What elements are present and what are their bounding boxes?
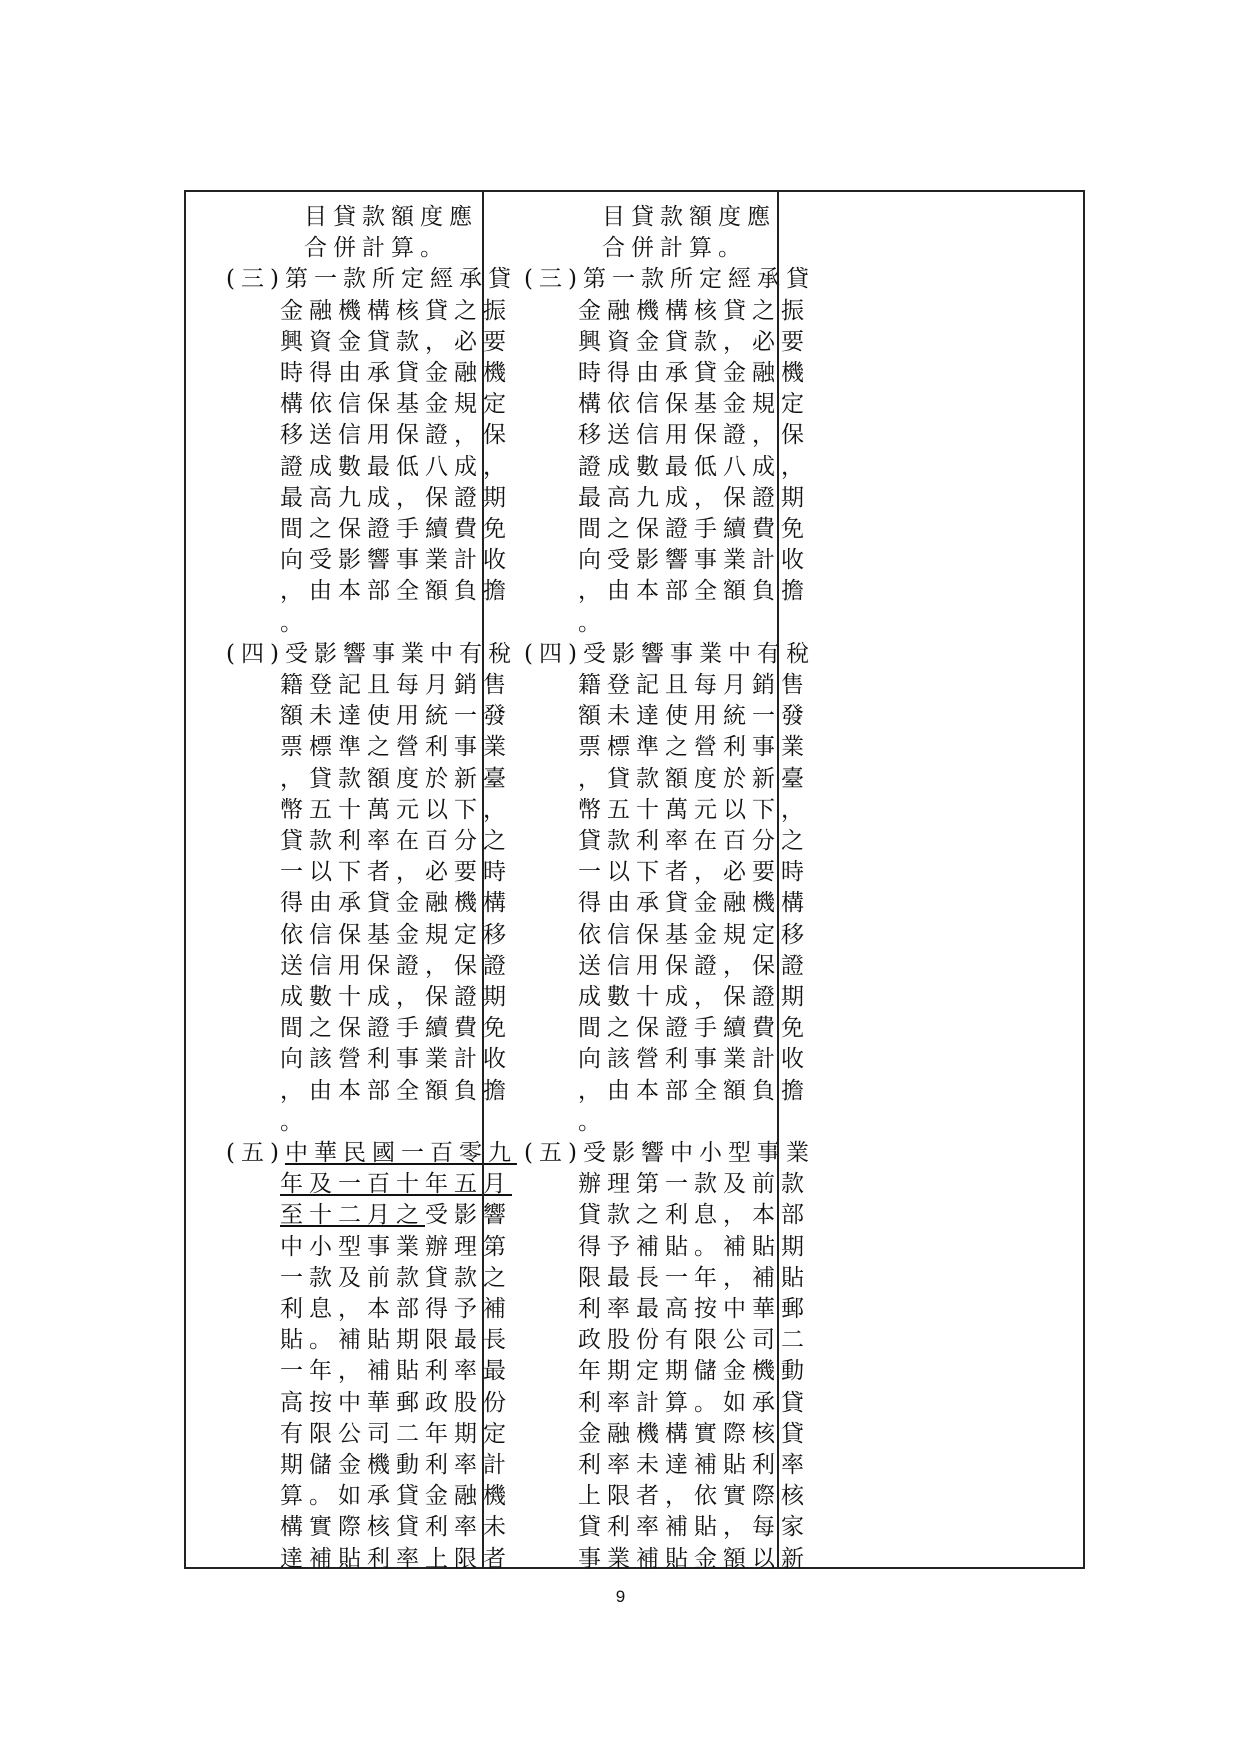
text-line: 利息，本部得予補 (280, 1296, 512, 1322)
text-line: 。 (578, 1108, 607, 1135)
text-line: 利率最高按中華郵 (578, 1296, 810, 1322)
amended-text: 年及一百十年五月 (280, 1171, 512, 1198)
text-line: 貸利率補貼，每家 (578, 1514, 810, 1541)
text-line: 事業補貼金額以新 (578, 1545, 810, 1572)
text-line: 一款及前款貸款之 (280, 1264, 512, 1291)
text-line: ，貸款額度於新臺 (578, 765, 810, 792)
amended-text: 至十二月之 (280, 1202, 425, 1229)
text-line: 一年，補貼利率最 (280, 1358, 512, 1385)
text-line: 興資金貸款，必要 (280, 328, 512, 355)
text-line: 政股份有限公司二 (578, 1327, 810, 1354)
text-line: 構依信保基金規定 (280, 391, 512, 418)
text-line: 合併計算。 (602, 235, 747, 262)
text-line: 貼。補貼期限最長 (280, 1327, 512, 1354)
text-line: 籍登記且每月銷售 (578, 672, 810, 698)
text-line: 額未達使用統一發 (578, 703, 810, 730)
text-line: 籍登記且每月銷售 (280, 672, 512, 698)
text-line: 期儲金機動利率計 (280, 1452, 512, 1478)
text-line: 。 (578, 609, 607, 636)
text-line: 興資金貸款，必要 (578, 328, 810, 355)
text-line: 年期定期儲金機動 (578, 1358, 810, 1385)
column-divider (777, 192, 779, 1567)
text-line: 時得由承貸金融機 (578, 360, 810, 386)
text-line: ，貸款額度於新臺 (280, 765, 512, 792)
text-line: 依信保基金規定移 (280, 921, 512, 948)
text-line: 一以下者，必要時 (280, 859, 512, 886)
text-line: 證成數最低八成， (280, 453, 512, 480)
text-line: 目貸款額度應 (602, 204, 776, 230)
text-line: 票標準之營利事業 (578, 734, 810, 761)
text-line: 高按中華郵政股份 (280, 1389, 512, 1416)
text-line: 最高九成，保證期 (578, 484, 810, 511)
text-line: 移送信用保證，保 (280, 422, 512, 449)
text-line: ，由本部全額負擔 (280, 1077, 512, 1104)
text-line (280, 1169, 512, 1199)
text-line: (三)第一款所定經承貸 (524, 266, 815, 293)
text-line: (三)第一款所定經承貸 (226, 266, 517, 293)
text-line: 依信保基金規定移 (578, 921, 810, 948)
text-line: 證成數最低八成， (578, 453, 810, 480)
text-line (280, 1200, 512, 1230)
text-line: 金融機構核貸之振 (280, 297, 512, 324)
text-line: 目貸款額度應 (304, 204, 478, 230)
text-line: 幣五十萬元以下， (280, 796, 512, 823)
text-line: 金融機構核貸之振 (578, 297, 810, 324)
text-line: 向該營利事業計收 (280, 1046, 512, 1073)
text-line: 成數十成，保證期 (578, 984, 810, 1010)
column-divider (482, 192, 484, 1567)
text-line: 間之保證手續費免 (280, 1015, 512, 1042)
text-line: 票標準之營利事業 (280, 734, 512, 761)
text-line: 向受影響事業計收 (578, 547, 810, 574)
text-line: 得由承貸金融機構 (578, 890, 810, 917)
text-line: 有限公司二年期定 (280, 1420, 512, 1447)
text-line: ，由本部全額負擔 (578, 578, 810, 605)
text-line: (四)受影響事業中有稅 (226, 640, 517, 667)
text-line: 幣五十萬元以下， (578, 796, 810, 823)
text-line: 金融機構實際核貸 (578, 1420, 810, 1447)
item-number: (五) (226, 1140, 285, 1166)
text-line: ，由本部全額負擔 (578, 1077, 810, 1104)
line-text: 受影響 (425, 1202, 512, 1229)
amended-text: 中華民國一百零九 (284, 1140, 517, 1166)
text-line: 算。如承貸金融機 (280, 1483, 512, 1510)
text-line: 送信用保證，保證 (280, 952, 512, 979)
text-line: 合併計算。 (304, 235, 449, 262)
text-line: (五)受影響中小型事業 (524, 1140, 815, 1166)
text-line: 得由承貸金融機構 (280, 890, 512, 917)
text-line: 成數十成，保證期 (280, 984, 512, 1010)
text-line: 限最長一年，補貼 (578, 1264, 810, 1291)
text-line: 間之保證手續費免 (578, 516, 810, 542)
text-line: 向該營利事業計收 (578, 1046, 810, 1073)
text-line: 時得由承貸金融機 (280, 360, 512, 386)
text-line: 一以下者，必要時 (578, 859, 810, 886)
text-line: 達補貼利率上限者 (280, 1545, 512, 1572)
text-line: 利率計算。如承貸 (578, 1389, 810, 1416)
text-line: 移送信用保證，保 (578, 422, 810, 449)
text-line: (四)受影響事業中有稅 (524, 640, 815, 667)
text-line: 得予補貼。補貼期 (578, 1233, 810, 1260)
text-line: 。 (280, 1108, 309, 1135)
text-line: 上限者，依實際核 (578, 1483, 810, 1510)
text-line: 最高九成，保證期 (280, 484, 512, 511)
comparison-table (184, 190, 1085, 1572)
text-line: 貸款利率在百分之 (280, 828, 512, 854)
text-line: 。 (280, 609, 309, 636)
text-line: 向受影響事業計收 (280, 547, 512, 574)
text-line: 間之保證手續費免 (578, 1015, 810, 1042)
text-line: 利率未達補貼利率 (578, 1452, 810, 1478)
text-line: 貸款之利息，本部 (578, 1202, 810, 1229)
text-line: 構依信保基金規定 (578, 391, 810, 418)
text-line: 辦理第一款及前款 (578, 1171, 810, 1198)
text-line: 送信用保證，保證 (578, 952, 810, 979)
text-line: 構實際核貸利率未 (280, 1514, 512, 1541)
text-line: ，由本部全額負擔 (280, 578, 512, 605)
text-line: 間之保證手續費免 (280, 516, 512, 542)
text-line: 額未達使用統一發 (280, 703, 512, 730)
text-line (226, 1138, 517, 1168)
text-line: 中小型事業辦理第 (280, 1233, 512, 1260)
text-line: 貸款利率在百分之 (578, 828, 810, 854)
page-number: 9 (615, 1587, 626, 1606)
